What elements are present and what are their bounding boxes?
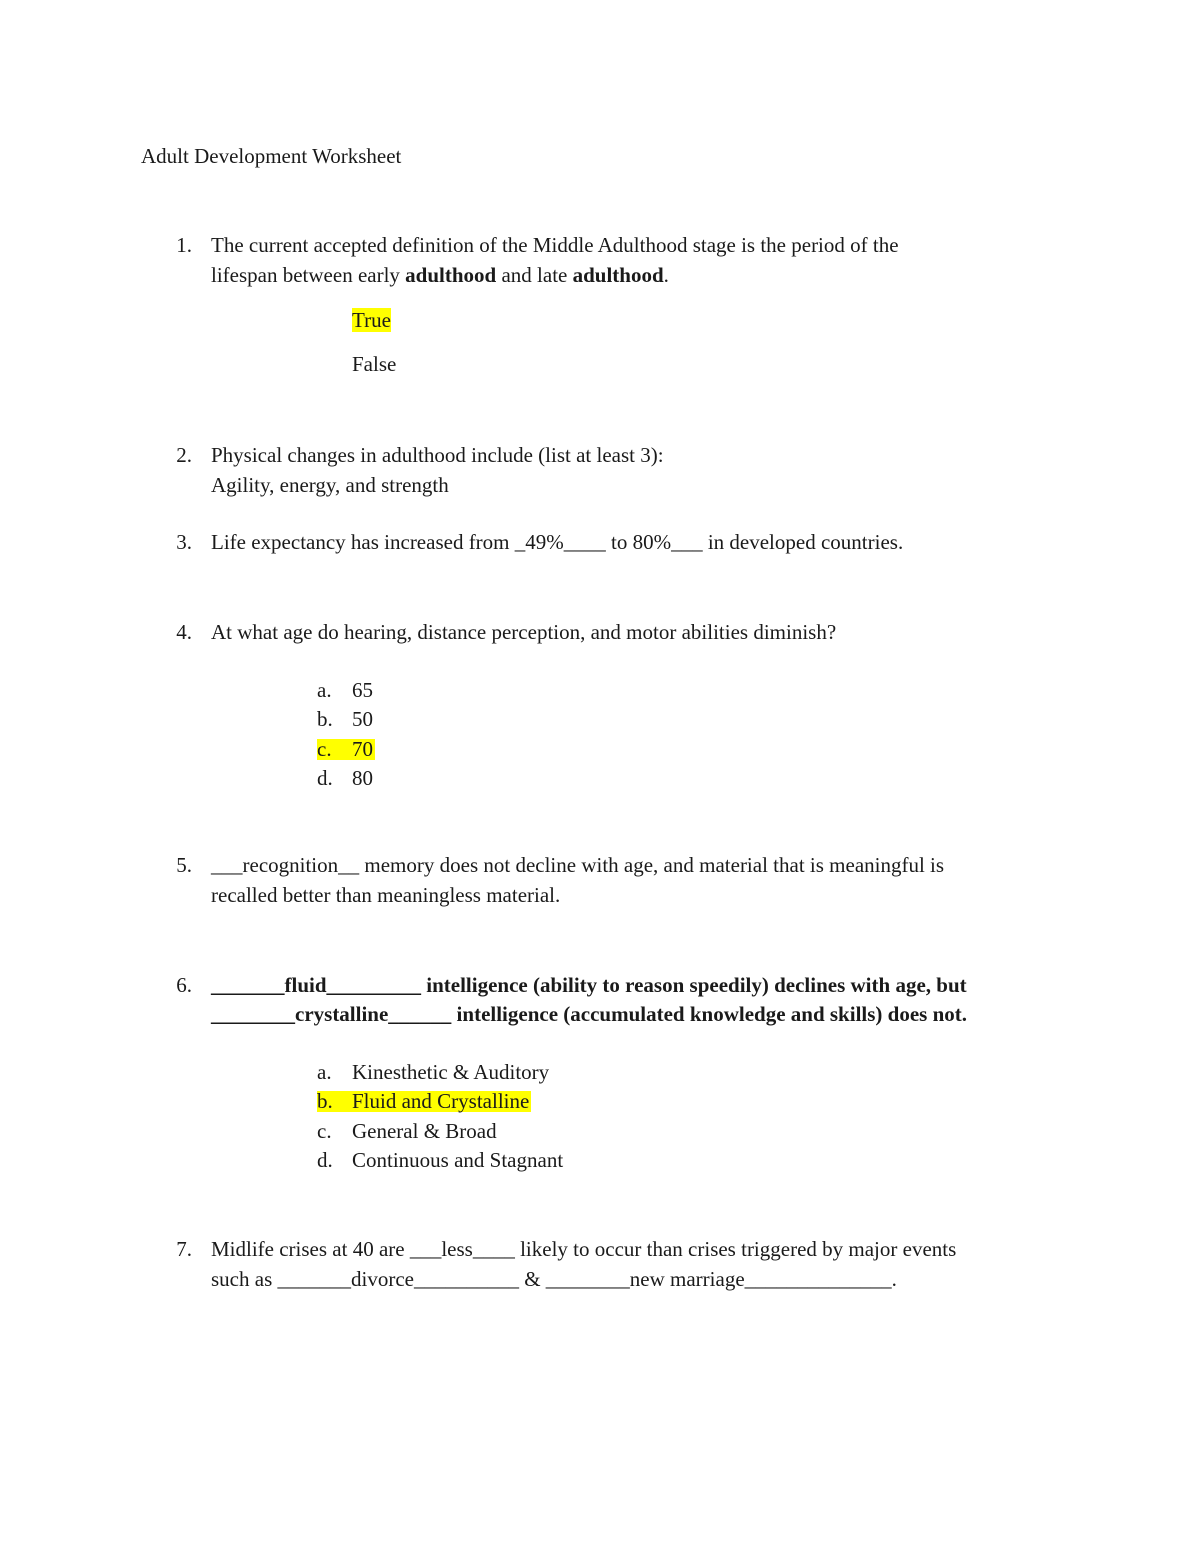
q6-option-d[interactable] bbox=[317, 1150, 563, 1171]
question-6-text-line1: _______fluid_________ intelligence (ability to reason speedily) declines with age, but bbox=[211, 973, 967, 997]
q4-option-b[interactable] bbox=[317, 709, 373, 730]
question-5-text-line2: recalled better than meaningless material. bbox=[211, 883, 561, 907]
q1-option-true[interactable] bbox=[352, 310, 391, 331]
q1-text-part: lifespan between early bbox=[211, 263, 406, 287]
question-2-answer: Agility, energy, and strength bbox=[211, 473, 449, 497]
option-text: 70 bbox=[352, 737, 373, 761]
option-text: General & Broad bbox=[352, 1119, 497, 1143]
option-letter: a. bbox=[317, 1060, 332, 1084]
q6-option-b[interactable] bbox=[317, 1091, 531, 1112]
q4-option-d[interactable] bbox=[317, 768, 373, 789]
option-letter: c. bbox=[317, 737, 332, 761]
option-letter: b. bbox=[317, 707, 333, 731]
option-letter: c. bbox=[317, 1119, 332, 1143]
option-letter: a. bbox=[317, 678, 332, 702]
option-text: 65 bbox=[352, 678, 373, 702]
option-text: 50 bbox=[352, 707, 373, 731]
option-text: Continuous and Stagnant bbox=[352, 1148, 564, 1172]
q1-option-true-label: True bbox=[352, 308, 391, 332]
question-1-text-line1: The current accepted definition of the Middle Adulthood stage is the period of the bbox=[211, 233, 899, 257]
q1-bold-term-early: adulthood bbox=[405, 263, 497, 287]
q1-option-false[interactable]: False bbox=[352, 352, 397, 376]
q1-text-part: and late bbox=[496, 263, 573, 287]
option-text: 80 bbox=[352, 766, 373, 790]
q4-option-a[interactable] bbox=[317, 680, 373, 701]
option-text: Kinesthetic & Auditory bbox=[352, 1060, 550, 1084]
question-7-text-line2: such as _______divorce__________ & ________new marriage______________. bbox=[211, 1267, 897, 1291]
question-number-1: 1. bbox=[176, 233, 192, 257]
q6-option-c[interactable] bbox=[317, 1121, 497, 1142]
question-number-6: 6. bbox=[176, 973, 192, 997]
option-letter: d. bbox=[317, 766, 333, 790]
question-number-5: 5. bbox=[176, 853, 192, 877]
q4-option-c[interactable] bbox=[317, 739, 375, 760]
question-6-text-line2: ________crystalline______ intelligence (accumulated knowledge and skills) does not. bbox=[211, 1002, 967, 1026]
q6-option-a[interactable] bbox=[317, 1062, 549, 1083]
question-number-2: 2. bbox=[176, 443, 192, 467]
question-4-text: At what age do hearing, distance perception, and motor abilities diminish? bbox=[211, 620, 837, 644]
question-3-text: Life expectancy has increased from _49%____ to 80%___ in developed countries. bbox=[211, 530, 904, 554]
option-text: Fluid and Crystalline bbox=[352, 1089, 530, 1113]
question-5-text-line1: ___recognition__ memory does not decline with age, and material that is meaningful is bbox=[211, 853, 945, 877]
question-1-text-line2 bbox=[211, 265, 669, 286]
q1-bold-term-late: adulthood bbox=[572, 263, 664, 287]
question-2-text: Physical changes in adulthood include (list at least 3): bbox=[211, 443, 664, 467]
question-number-3: 3. bbox=[176, 530, 192, 554]
option-letter: d. bbox=[317, 1148, 333, 1172]
option-letter: b. bbox=[317, 1089, 333, 1113]
page-title: Adult Development Worksheet bbox=[141, 144, 402, 168]
question-7-text-line1: Midlife crises at 40 are ___less____ likely to occur than crises triggered by major events bbox=[211, 1237, 957, 1261]
question-number-4: 4. bbox=[176, 620, 192, 644]
question-number-7: 7. bbox=[176, 1237, 192, 1261]
q1-text-part: . bbox=[663, 263, 669, 287]
